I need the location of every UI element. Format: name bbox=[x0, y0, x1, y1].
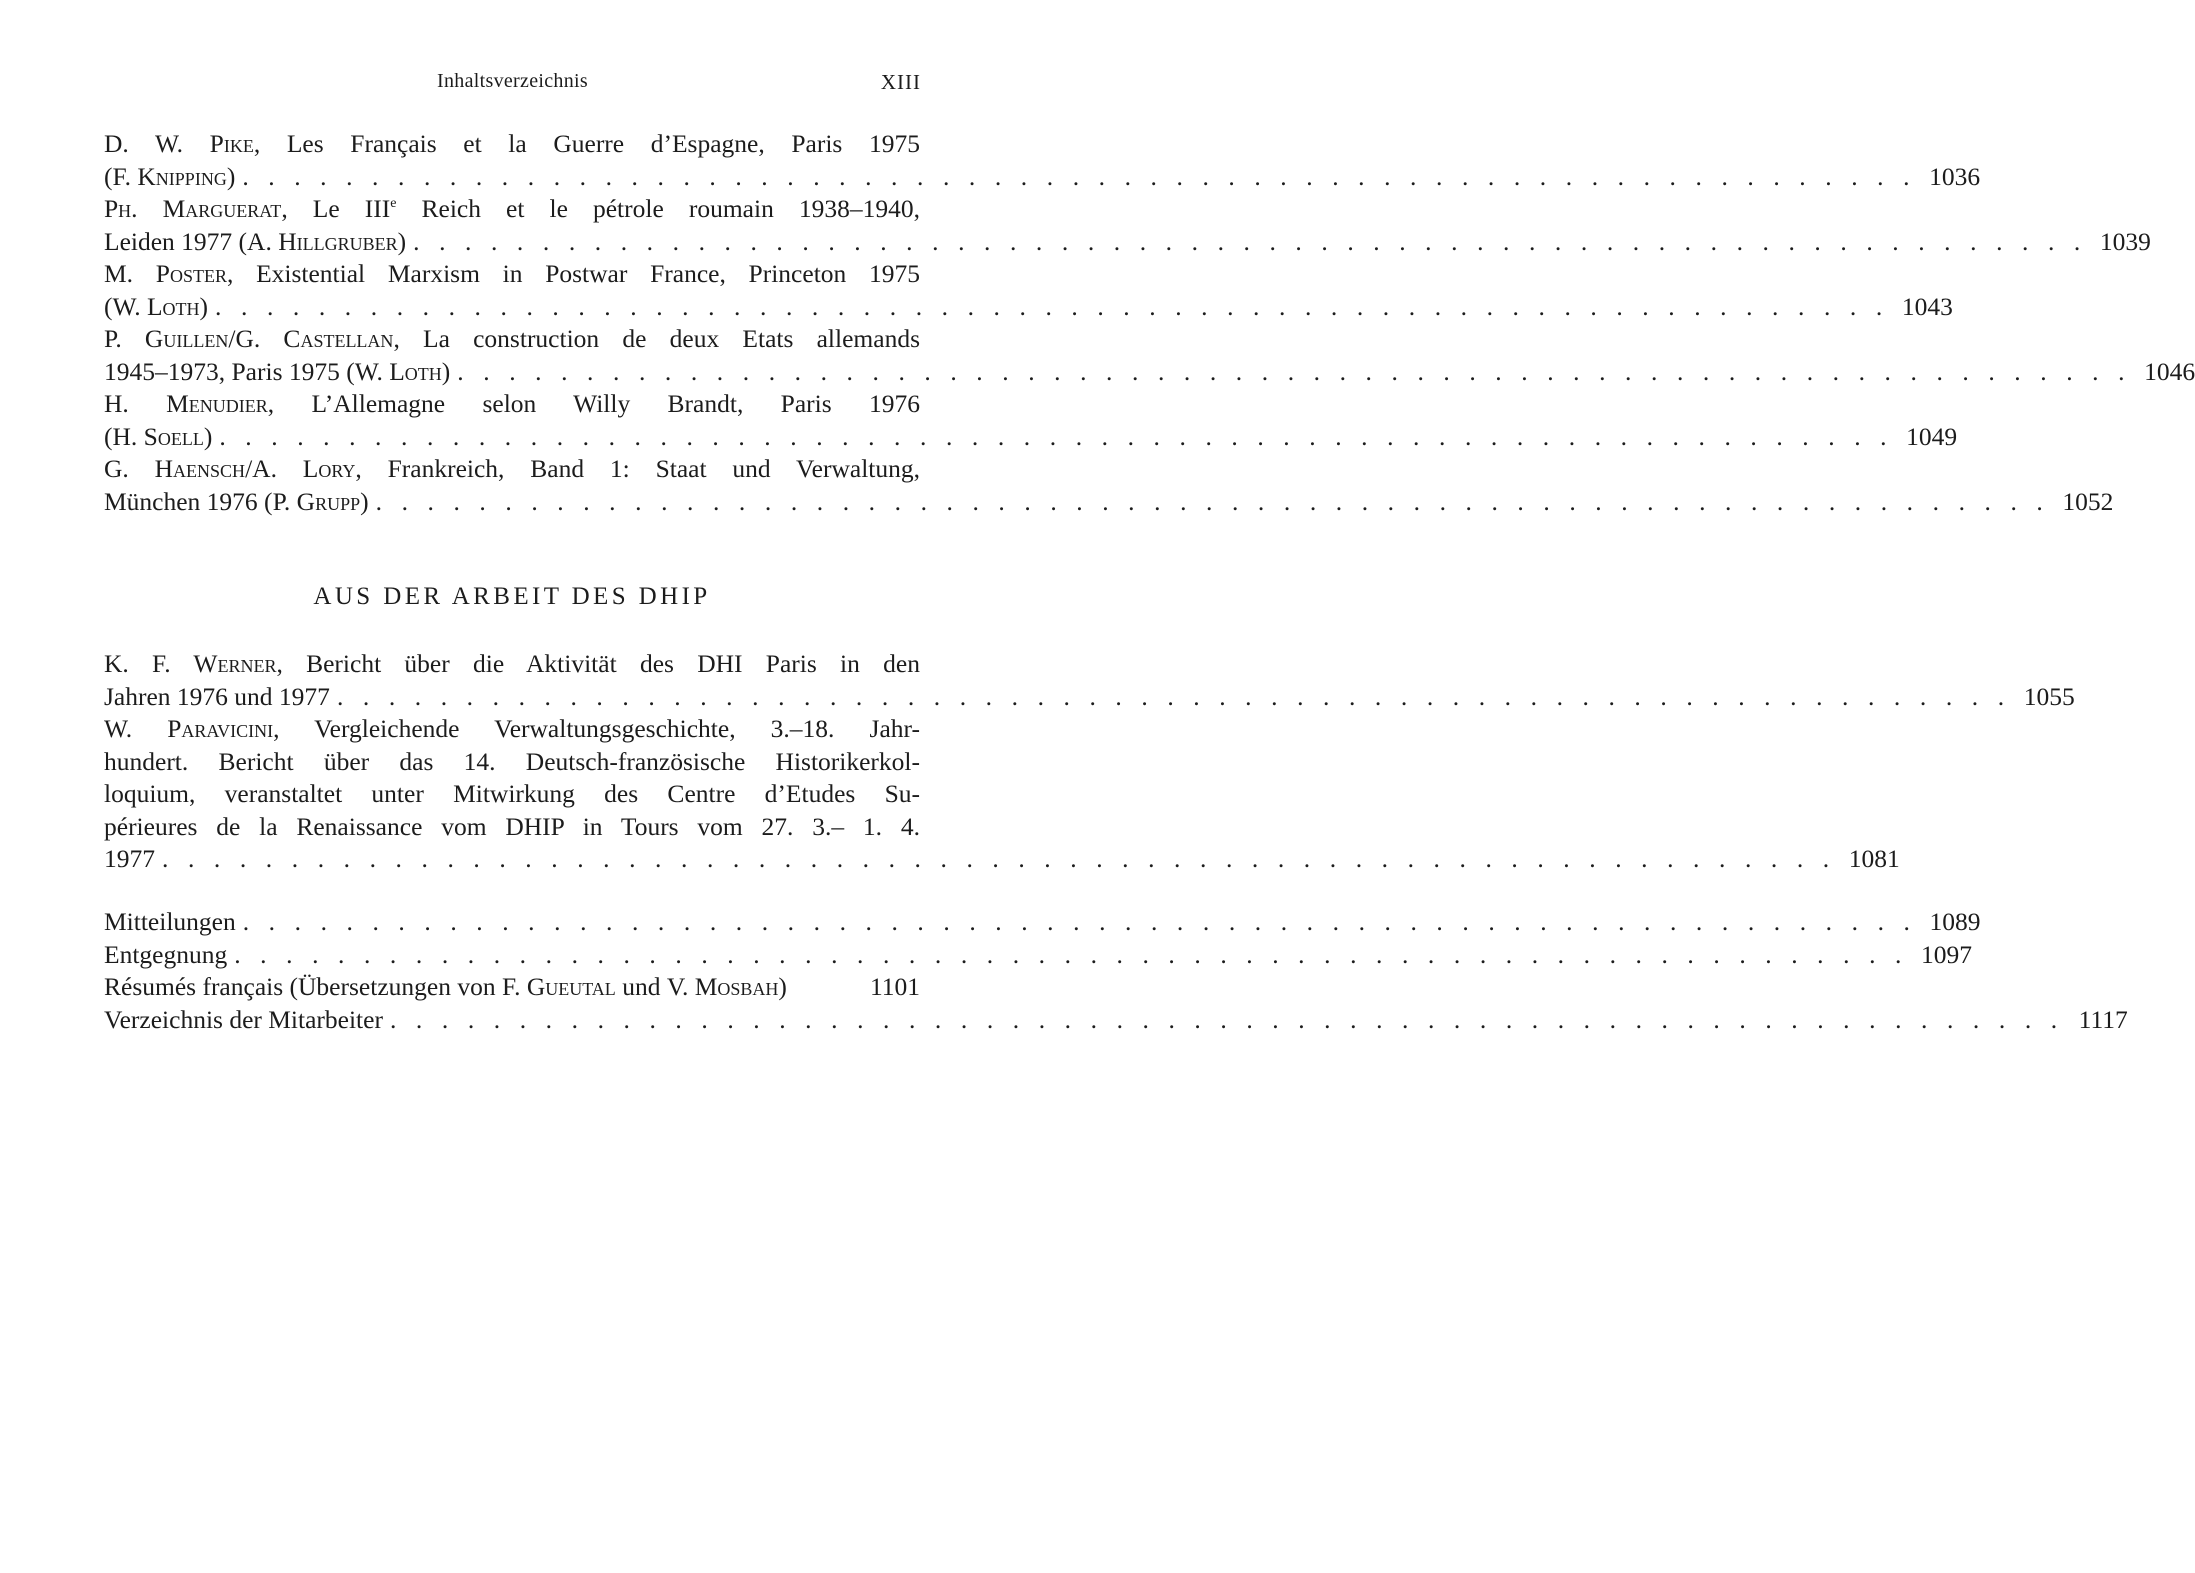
author-name: P. Guillen bbox=[104, 324, 229, 353]
author-name: Ph. Marguerat bbox=[104, 194, 282, 223]
reviewer-name: W. Loth bbox=[354, 356, 442, 386]
toc-line bbox=[104, 161, 1981, 194]
entry-text: Jahren 1976 und 1977 bbox=[104, 681, 330, 711]
reviewer-name: F. Knipping bbox=[112, 161, 227, 191]
section-entries bbox=[104, 648, 2075, 876]
entry-title: , Existential Marxism in Postwar France, Princeton 1975 bbox=[226, 259, 920, 288]
author-name: W. Paravicini bbox=[104, 714, 274, 743]
entry-text: Verzeichnis der Mitarbeiter bbox=[104, 1004, 383, 1034]
entry-text: ( bbox=[104, 421, 113, 451]
entry-page-number: 1081 bbox=[1848, 844, 1900, 873]
toc-line: périeures de la Renaissance vom DHIP in Tours vom 27. 3.– 1. 4. bbox=[104, 811, 920, 841]
entry-page-number: 1089 bbox=[1929, 907, 1981, 936]
toc-line bbox=[104, 193, 920, 226]
leader-dots: . . . . . . . . . . . . . . . . . . . . . . . . . . . . . . . . . . . . . . . . . . . . . . . . . . . . . . . . . . . . . . . . . bbox=[389, 1004, 2064, 1034]
author-name: A. Lory bbox=[252, 454, 356, 483]
toc-line bbox=[104, 388, 920, 421]
leader-dots: . . . . . . . . . . . . . . . . . . . . . . . . . . . . . . . . . . . . . . . . . . . . . . . . . . . . . . . . . . . . . . . . . bbox=[413, 226, 2087, 256]
reviewer-name: W. Loth bbox=[112, 291, 200, 321]
entry-text: ) bbox=[360, 486, 369, 516]
toc-line bbox=[104, 258, 920, 291]
entry-text: ) bbox=[778, 972, 787, 1001]
entry-text: ) bbox=[441, 356, 451, 386]
toc-line bbox=[104, 713, 920, 746]
author-name: D. W. Pike bbox=[104, 129, 254, 158]
entry-page-number: 1049 bbox=[1906, 421, 1958, 451]
leader-dots: . . . . . . . . . . . . . . . . . . . . . . . . . . . . . . . . . . . . . . . . . . . . . . . . . . . . . . . . . . . . . . . . . bbox=[242, 907, 1917, 936]
author-name: G. Haensch bbox=[104, 454, 246, 483]
toc-line bbox=[104, 1004, 2128, 1037]
entry-title: , Bericht über die Aktivität des DHI Paris in den bbox=[276, 649, 920, 678]
author-name: K. F. Werner bbox=[104, 649, 277, 678]
leader-dots: . . . . . . . . . . . . . . . . . . . . . . . . . . . . . . . . . . . . . . . . . . . . . . . . . . . . . . . . . . . . . . . . . bbox=[215, 291, 1889, 321]
toc-line bbox=[104, 356, 2195, 389]
entry-text: ) bbox=[397, 226, 407, 256]
leader-dots: . . . . . . . . . . . . . . . . . . . . . . . . . . . . . . . . . . . . . . . . . . . . . . . . . . . . . . . . . . . . . . . . . bbox=[457, 356, 2132, 386]
toc-line bbox=[104, 128, 920, 161]
author-name: H. Menudier bbox=[104, 389, 268, 418]
reviewer-name: P. Grupp bbox=[272, 486, 361, 516]
toc-line bbox=[104, 486, 2114, 519]
entry-text: Résumés français (Übersetzungen von bbox=[104, 972, 502, 1001]
entry-title: , L’Allemagne selon Willy Brandt, Paris 1976 bbox=[267, 389, 921, 418]
leader-dots: . . . . . . . . . . . . . . . . . . . . . . . . . . . . . . . . . . . . . . . . . . . . . . . . . . . . . . . . . . . . . . . . . bbox=[375, 486, 2050, 516]
separator: / bbox=[245, 454, 253, 483]
superscript: e bbox=[390, 196, 397, 211]
author-name: G. Castellan bbox=[235, 324, 394, 353]
entry-text: ( bbox=[104, 161, 113, 191]
entry-title: , Vergleichende Verwaltungsgeschichte, 3.–18. Jahr- bbox=[273, 714, 920, 743]
section-heading: AUS DER ARBEIT DES DHIP bbox=[313, 583, 711, 610]
entry-text: Leiden 1977 ( bbox=[104, 226, 248, 256]
entry-text: Entgegnung bbox=[104, 939, 228, 969]
entry-text: 1977 bbox=[104, 844, 155, 873]
misc-entries bbox=[104, 906, 2128, 1036]
toc-line bbox=[104, 226, 2151, 259]
entry-text: München 1976 ( bbox=[104, 486, 273, 516]
entry-page-number: 1043 bbox=[1901, 291, 1953, 321]
reviewer-name: A. Hillgruber bbox=[247, 226, 398, 256]
toc-line bbox=[104, 291, 1953, 324]
leader-dots: . . . . . . . . . . . . . . . . . . . . . . . . . . . . . . . . . . . . . . . . . . . . . . . . . . . . . . . . . . . . . . . . . bbox=[234, 939, 1909, 969]
toc-line bbox=[104, 939, 1973, 972]
separator: / bbox=[228, 324, 236, 353]
entry-text: ) bbox=[203, 421, 213, 451]
leader-dots: . . . . . . . . . . . . . . . . . . . . . . . . . . . . . . . . . . . . . . . . . . . . . . . . . . . . . . . . . . . . . . . . . bbox=[242, 161, 1917, 191]
leader-dots: . . . . . . . . . . . . . . . . . . . . . . . . . . . . . . . . . . . . . . . . . . . . . . . . . . . . . . . . . . . . . . . . . bbox=[162, 844, 1836, 873]
reviews-list bbox=[104, 128, 2195, 518]
page-number: XIII bbox=[880, 70, 921, 94]
translator-name: F. Gueutal bbox=[501, 972, 616, 1001]
toc-line bbox=[104, 971, 920, 1004]
entry-text: Mitteilungen bbox=[104, 907, 236, 936]
entry-page-number: 1046 bbox=[2144, 356, 2195, 386]
entry-page-number: 1052 bbox=[2062, 486, 2114, 516]
toc-line bbox=[104, 906, 1981, 939]
reviewer-name: H. Soell bbox=[112, 421, 204, 451]
toc-line bbox=[104, 323, 920, 356]
toc-line: hundert. Bericht über das 14. Deutsch-französische Historikerkol- bbox=[104, 746, 920, 776]
entry-page-number: 1101 bbox=[869, 972, 920, 1001]
entry-title: , La construction de deux Etats allemands bbox=[393, 324, 920, 353]
running-title: Inhaltsverzeichnis bbox=[437, 70, 588, 92]
entry-title: , Frankreich, Band 1: Staat und Verwaltung, bbox=[355, 454, 920, 483]
entry-page-number: 1097 bbox=[1921, 939, 1973, 969]
translator-name: V. Mosbah bbox=[666, 972, 779, 1001]
entry-page-number: 1055 bbox=[2023, 681, 2075, 711]
entry-title: Reich et le pétrole roumain 1938–1940, bbox=[396, 194, 921, 223]
entry-text: und bbox=[615, 972, 667, 1001]
toc-line bbox=[104, 421, 1958, 454]
entry-text: 1945–1973, Paris 1975 ( bbox=[104, 356, 355, 386]
entry-title: , Le III bbox=[281, 194, 391, 223]
entry-page-number: 1039 bbox=[2099, 226, 2151, 256]
toc-line bbox=[104, 681, 2075, 714]
entry-title: , Les Français et la Guerre d’Espagne, Paris 1975 bbox=[253, 129, 920, 158]
entry-page-number: 1036 bbox=[1929, 161, 1981, 191]
page-header bbox=[104, 70, 921, 104]
leader-dots: . . . . . . . . . . . . . . . . . . . . . . . . . . . . . . . . . . . . . . . . . . . . . . . . . . . . . . . . . . . . . . . . . bbox=[219, 421, 1894, 451]
toc-line: loquium, veranstaltet unter Mitwirkung des Centre d’Etudes Su- bbox=[104, 779, 920, 808]
author-name: M. Poster bbox=[104, 259, 227, 288]
entry-page-number: 1117 bbox=[2078, 1004, 2128, 1034]
toc-line bbox=[104, 843, 1900, 876]
entry-text: ( bbox=[104, 291, 113, 321]
toc-line bbox=[104, 648, 920, 681]
toc-line bbox=[104, 453, 920, 486]
leader-dots: . . . . . . . . . . . . . . . . . . . . . . . . . . . . . . . . . . . . . . . . . . . . . . . . . . . . . . . . . . . . . . . . . bbox=[336, 681, 2011, 711]
entry-text: ) bbox=[199, 291, 209, 321]
entry-text: ) bbox=[226, 161, 236, 191]
